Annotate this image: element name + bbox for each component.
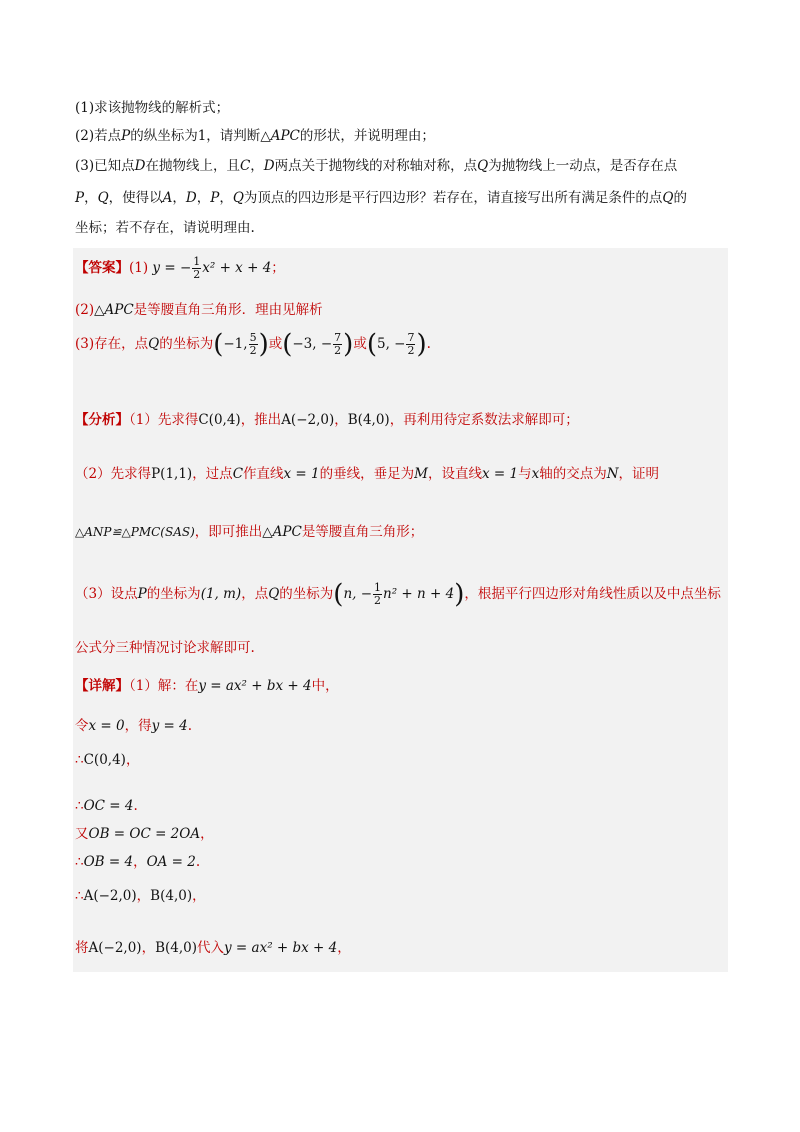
q-pt1-a: −1,: [223, 336, 248, 352]
d7c: ，: [192, 888, 206, 904]
l4i: P: [210, 190, 220, 206]
question-part-3-line-1: [75, 156, 677, 176]
q3-d: C: [239, 158, 251, 174]
d6-therefore: ∴: [75, 854, 84, 870]
an-x1: x = 1: [283, 466, 320, 482]
d8c: 代入: [197, 940, 225, 956]
d8a: 将: [75, 940, 89, 956]
an-l4Q: Q: [268, 586, 280, 602]
an-l2x: x: [531, 466, 540, 482]
l4f: ，: [172, 190, 186, 206]
an-qn-a: n, −: [343, 586, 373, 602]
d8-b: B(4,0): [155, 940, 198, 956]
an-l2M: M: [414, 466, 428, 482]
an-l2N: N: [606, 466, 619, 482]
d6c: .: [195, 854, 201, 870]
d4c: .: [133, 798, 138, 814]
analysis-line-1: [75, 410, 579, 430]
d8b: ，: [141, 940, 156, 956]
l4b: ，: [84, 190, 98, 206]
an-p11: P(1,1): [151, 466, 193, 482]
d7-therefore: ∴: [75, 888, 84, 904]
an-l4a: （3）设点: [75, 586, 138, 602]
an-l2h: ，证明: [618, 466, 660, 482]
a1-frac: [192, 256, 201, 281]
an-l3b: ，即可推出: [194, 524, 263, 540]
l5: 坐标；若不存在，请说明理由.: [75, 220, 255, 236]
q2-triangle: △APC: [260, 128, 300, 144]
d3-therefore: ∴: [75, 752, 84, 768]
q2-text-c: 的形状，并说明理由；: [299, 128, 435, 144]
d7-b: B(4,0): [150, 888, 193, 904]
q3-i: 为抛物线上一动点，是否存在点: [488, 158, 678, 174]
an-l4e: ，根据平行四边形对角线性质以及中点坐标: [464, 586, 721, 602]
q-pt1-n: 5: [249, 331, 257, 344]
an-l2f: 与: [518, 466, 532, 482]
an-l5: 公式分三种情况讨论求解即可.: [75, 640, 255, 656]
a2-text: 是等腰直角三角形．理由见解析: [133, 302, 323, 318]
analysis-line-2: [75, 464, 659, 484]
a2-triangle: △APC: [94, 302, 134, 318]
an-l1a: （1）先求得: [129, 412, 199, 428]
an-qn-tail: n² + n + 4: [383, 586, 455, 602]
an-qn-n: 1: [374, 581, 382, 594]
d2-x0: x = 0: [88, 718, 125, 734]
d7b: ，: [136, 888, 151, 904]
a2-prefix: (2): [75, 302, 95, 318]
a1-prefix: (1): [129, 260, 149, 276]
d6-oa2: OA = 2: [146, 854, 196, 870]
q3-f: D: [263, 158, 275, 174]
l4k: Q: [232, 190, 244, 206]
question-part-1: [75, 98, 229, 118]
q-pt3-frac: [406, 332, 415, 357]
q3-h: Q: [477, 158, 489, 174]
an-l4P: P: [137, 586, 147, 602]
q2-text-a: (2)若点: [75, 128, 122, 144]
detail-line-7: [75, 886, 206, 906]
an-l2c: 作直线: [243, 466, 284, 482]
a1-semi: ；: [271, 260, 285, 276]
answer-line-3: (3)存在，点Q的坐标为(−1, $\frac{5}{2}$ )或(−3, − $\frac{7}{2}$ )或(5, − $\frac{7}{2}$ ).: [75, 329, 431, 360]
d6b: ，: [133, 854, 147, 870]
a3-or1: 或: [268, 336, 283, 352]
d8-a: A(−2,0): [88, 940, 142, 956]
analysis-tag: 【分析】: [75, 412, 129, 428]
q-pt2-frac: [333, 332, 342, 357]
detail-line-5: [75, 824, 214, 844]
d4-therefore: ∴: [75, 798, 84, 814]
an-x1b: x = 1: [481, 466, 519, 482]
l4e: A: [162, 190, 173, 206]
q-pt2-a: −3, −: [292, 336, 333, 352]
detail-line-2: [75, 716, 192, 736]
q-pt1-d: 2: [249, 344, 257, 357]
q-pt1-frac: [249, 332, 258, 357]
a3-text: 的坐标为: [159, 336, 214, 352]
q1-text: (1)求该抛物线的解析式；: [75, 100, 230, 116]
l4d: ，使得以: [108, 190, 163, 206]
a1-eq-head: y = −: [152, 260, 192, 276]
l4g: D: [185, 190, 197, 206]
an-l1b: ，推出: [240, 412, 282, 428]
d3c: ，: [125, 752, 140, 768]
d7-a: A(−2,0): [83, 888, 137, 904]
l4n: 的: [673, 190, 687, 206]
q-pt3-n: 7: [407, 331, 415, 344]
q3-c: 在抛物线上，且: [145, 158, 240, 174]
an-l2a: （2）先求得: [75, 466, 152, 482]
an-l2d: 的垂线，垂足为: [319, 466, 415, 482]
detail-line-4: [75, 796, 138, 816]
analysis-line-3: [75, 522, 423, 542]
answer-tag: 【答案】: [75, 260, 129, 276]
an-l4b: 的坐标为: [146, 586, 201, 602]
q3-b: D: [134, 158, 146, 174]
d2c: .: [187, 718, 193, 734]
an-l3tri: △APC: [262, 524, 302, 540]
d5-ob: OB = OC = 2OA: [88, 826, 201, 842]
l4c: Q: [97, 190, 109, 206]
l4m: Q: [662, 190, 674, 206]
an-l2C: C: [232, 466, 244, 482]
detail-line-3: [75, 750, 139, 770]
d6-ob4: OB = 4: [83, 854, 134, 870]
d8-gen: y = ax² + bx + 4: [224, 940, 338, 956]
an-l4c: ，点: [241, 586, 269, 602]
q3-e: ，: [250, 158, 264, 174]
q3-a: (3)已知点: [75, 158, 135, 174]
q-pt2-n: 7: [334, 331, 342, 344]
a3-or2: 或: [353, 336, 367, 352]
an-l4d: 的坐标为: [279, 586, 334, 602]
detail-line-6: [75, 852, 200, 872]
d5-also: 又: [75, 826, 89, 842]
q-pt3-a: 5, −: [376, 336, 406, 352]
l4h: ，: [196, 190, 211, 206]
d3-c: C(0,4): [83, 752, 126, 768]
answer-line-2: [75, 300, 323, 320]
an-qn-frac: [373, 582, 382, 607]
an-l2e: ，设直线: [427, 466, 482, 482]
an-l2b: ，过点: [192, 466, 233, 482]
q2-point-p: P: [121, 128, 131, 144]
answer-line-1: [75, 256, 285, 281]
an-p1m: (1, m): [200, 586, 242, 602]
d1b: 中，: [311, 678, 339, 694]
d2a: 令: [75, 718, 89, 734]
a1-frac-n: 1: [193, 255, 201, 268]
d2b: ，得: [124, 718, 152, 734]
an-l2g: 轴的交点为: [539, 466, 607, 482]
q-pt3-d: 2: [407, 344, 415, 357]
a3-q: Q: [148, 336, 160, 352]
question-part-3-line-3: [75, 218, 255, 238]
d1-gen: y = ax² + bx + 4: [198, 678, 312, 694]
q2-text-b: 的纵坐标为1，请判断: [130, 128, 261, 144]
a3-end: .: [426, 336, 431, 352]
an-b: B(4,0): [347, 412, 390, 428]
detail-line-8: [75, 938, 351, 958]
l4l: 为顶点的四边形是平行四边形？若存在，请直接写出所有满足条件的点: [243, 190, 663, 206]
l4j: ，: [219, 190, 233, 206]
question-part-2: [75, 126, 435, 146]
d4-oc: OC = 4: [83, 798, 134, 814]
question-part-3-line-2: [75, 188, 687, 208]
d1a: （1）解：在: [129, 678, 199, 694]
analysis-line-4: （3）设点P的坐标为(1, m)，点Q的坐标为(n, − $\frac{1}{2}$ n² + n + 4)，根据平行四边形对角线性质以及中点坐标: [75, 579, 721, 610]
an-qn-d: 2: [374, 594, 382, 607]
an-l1c: ，: [334, 412, 348, 428]
analysis-line-5: [75, 638, 255, 658]
q3-g: 两点关于抛物线的对称轴对称，点: [274, 158, 478, 174]
q-pt2-d: 2: [334, 344, 342, 357]
a1-eq-tail: x² + x + 4: [202, 260, 272, 276]
a1-frac-d: 2: [193, 268, 201, 281]
detail-tag: 【详解】: [75, 678, 129, 694]
a3-prefix: (3)存在，点: [75, 336, 149, 352]
detail-line-1: [75, 676, 339, 696]
an-l3c: 是等腰直角三角形；: [301, 524, 424, 540]
d2-y4: y = 4: [151, 718, 188, 734]
d5c: ，: [200, 826, 214, 842]
an-l1d: ，再利用待定系数法求解即可；: [389, 412, 579, 428]
an-a: A(−2,0): [281, 412, 335, 428]
d8d: ，: [337, 940, 351, 956]
an-l3a: △ANP≌△PMC(SAS): [75, 525, 195, 539]
l4a: P: [75, 190, 85, 206]
an-c: C(0,4): [198, 412, 241, 428]
